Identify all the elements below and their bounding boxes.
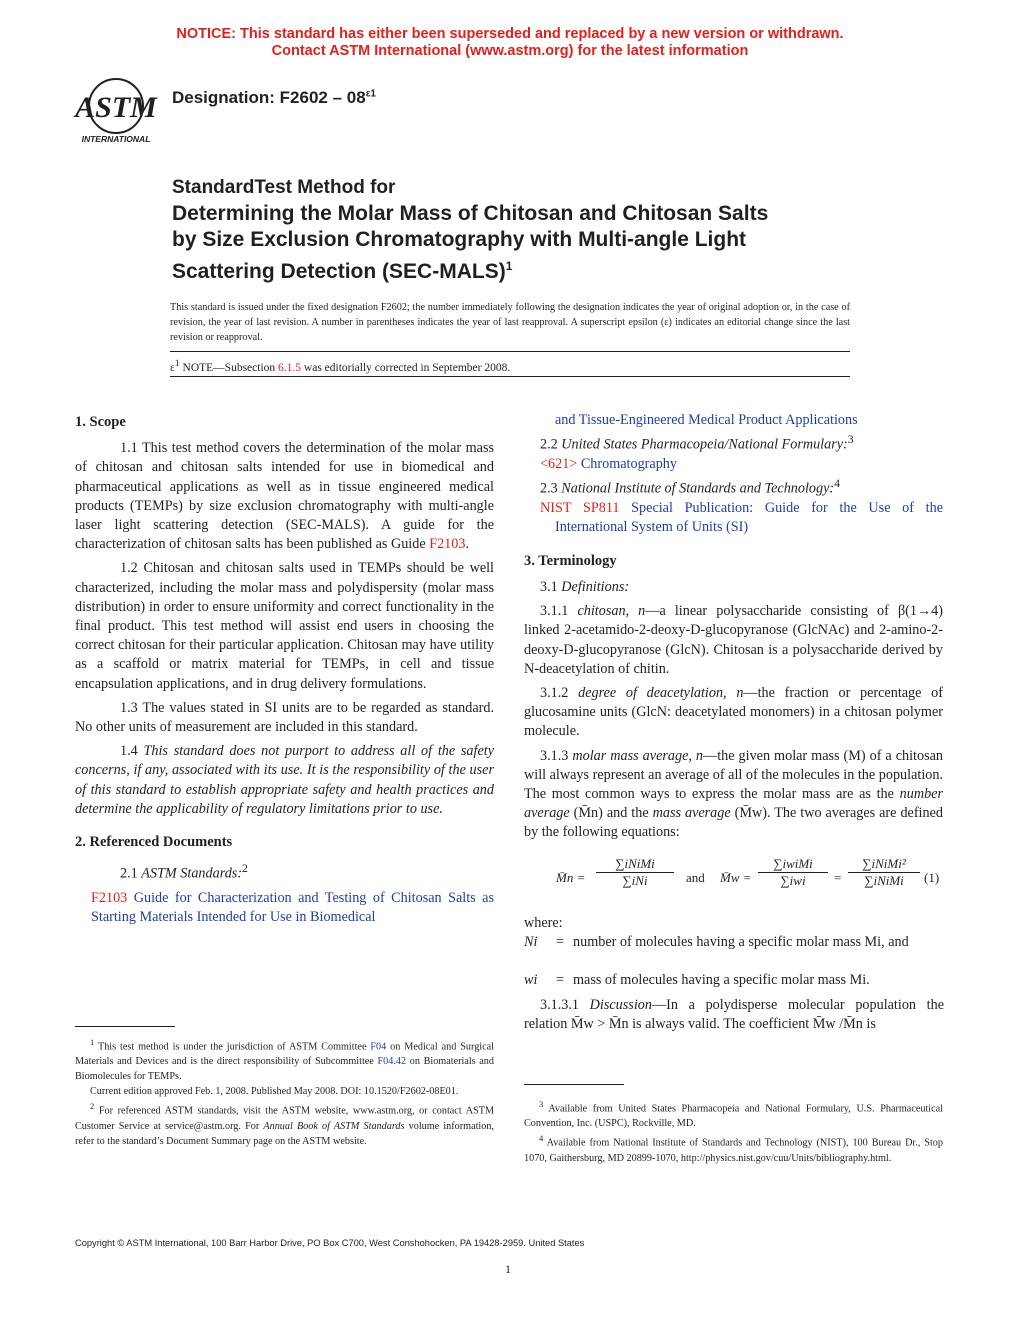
divider — [170, 376, 850, 377]
paragraph-italic: This standard does not purport to address all of the safety concerns, if any, associated with its use. It is the responsibility of the user of this standard to establish appropriate safety and health practices and determine the applicability of regulatory limitations prior to use. — [75, 743, 494, 817]
left-column — [75, 403, 494, 928]
footnote-divider — [75, 1026, 175, 1027]
footnote-number: 2 — [90, 1101, 95, 1112]
eq-mn: M̄n = — [556, 870, 586, 885]
section-heading-terminology: 3. Terminology — [524, 552, 617, 569]
footnote-text: Available from National Institute of Standards and Technology (NIST), 100 Bureau Dr., Stop 1070, Gaithersburg, MD 20899-1070, http://physics.nist.gov/cuu/Units/bibliography.html. — [524, 1137, 943, 1164]
definition-text: —In a polydisperse molecular population the relation M̄w > M̄n is always valid. The coefficient M̄w /M̄n is — [524, 997, 944, 1033]
reference-title[interactable]: Guide for Characterization and Testing of Chitosan Salts as Starting Materials Intended for Use in Biomedical — [91, 890, 494, 926]
variable-ni — [524, 933, 944, 971]
eq-fraction-2 — [758, 856, 828, 889]
variable-symbol: Ni — [524, 934, 538, 951]
definition-deacetylation — [524, 684, 943, 742]
divider — [170, 351, 850, 352]
definition-italic: number average — [524, 785, 943, 822]
subsection-number: 3.1 — [540, 578, 562, 595]
footnote-text: on Biomaterials and Biomolecules for TEMPs. — [75, 1056, 494, 1083]
footnote-italic: Annual Book of ASTM Standards — [263, 1120, 405, 1132]
symbol-mn: (M̄n) — [569, 805, 603, 822]
eq-numerator: ∑iwiMi — [758, 856, 828, 873]
footnote-text: This test method is under the jurisdiction of ASTM Committee — [94, 1041, 371, 1053]
reference-nist — [524, 499, 943, 537]
link-f04[interactable]: F04 — [370, 1041, 387, 1053]
definition-text: . The two averages are defined by the following equations: — [524, 805, 943, 841]
definition-text: —a linear polysaccharide consisting of β(1→4) linked 2-acetamido-2-deoxy-D-glucopyranose (GlcNAc) and 2-amino-2-deoxy-D-glucopyranose (GlcN). Chitosan is a polysaccharide derived by N-deacetylation of chitin. — [524, 603, 944, 677]
reference-f2103-cont[interactable]: and Tissue-Engineered Medical Product Applications — [555, 412, 858, 428]
title-line-1: StandardTest Method for — [172, 177, 396, 198]
note-text: NOTE—Subsection — [179, 361, 279, 374]
eq-fraction-3 — [848, 856, 920, 889]
footnote-1 — [75, 1035, 494, 1084]
subsection-number: 2.2 — [540, 436, 562, 453]
variable-equals: = — [556, 972, 565, 989]
definition-molar-mass — [524, 747, 943, 843]
note-sup: 1 — [174, 358, 180, 369]
variable-description: number of molecules having a specific molar mass Mi, and — [573, 934, 909, 951]
subsection-title: Definitions: — [561, 578, 630, 595]
footnote-4 — [524, 1131, 943, 1165]
logo-text: ASTM — [75, 91, 157, 124]
reference-title[interactable]: Chromatography — [577, 456, 677, 473]
definition-chitosan — [524, 602, 943, 679]
reference-title[interactable]: Special Publication: Guide for the Use of the International System of Units (SI) — [555, 500, 943, 536]
subsection-2-2 — [524, 430, 943, 455]
note-text-end: was editorially corrected in September 2008. — [301, 361, 511, 374]
notice-line-1: NOTICE: This standard has either been superseded and replaced by a new version or withdrawn. — [176, 26, 844, 42]
paragraph-1-4 — [75, 742, 494, 819]
subsection-number: 2.3 — [540, 481, 562, 498]
paragraph-text: . — [465, 536, 469, 553]
note-link[interactable]: 6.1.5 — [278, 361, 302, 374]
symbol-mw: (M̄w) — [730, 805, 767, 822]
link-f04-42[interactable]: F04.42 — [377, 1056, 407, 1068]
footnote-number: 1 — [90, 1037, 95, 1047]
subsection-title: National Institute of Standards and Technology: — [561, 481, 835, 498]
eq-denominator: ∑iNiMi — [864, 873, 904, 888]
eq-denominator: ∑iNi — [622, 873, 648, 888]
where-label: where: — [524, 915, 563, 931]
logo-subtext: INTERNATIONAL — [81, 134, 151, 144]
paragraph-1-3: 1.3 The values stated in SI units are to be regarded as standard. No other units of measurement are included in this standard. — [75, 699, 494, 736]
title-line-3: by Size Exclusion Chromatography with Multi-angle Light — [172, 228, 747, 251]
subsection-number: 2.1 — [120, 866, 142, 882]
eq-numerator: ∑iNiMi² — [848, 856, 920, 873]
title-line-2: Determining the Molar Mass of Chitosan and Chitosan Salts — [172, 202, 769, 225]
variable-list — [524, 914, 944, 1035]
right-column — [524, 411, 943, 848]
note-epsilon: ε — [170, 361, 175, 374]
discussion-3-1-3-1 — [524, 996, 944, 1034]
designation — [172, 88, 376, 108]
paragraph-number: 1.4 — [120, 743, 144, 760]
eq-and: and — [686, 870, 705, 885]
reference-code[interactable]: NIST SP811 — [540, 500, 620, 517]
astm-logo — [70, 76, 162, 148]
eq-denominator: ∑iwi — [780, 873, 806, 888]
subsection-title: ASTM Standards: — [141, 866, 243, 882]
section-heading-referenced: 2. Referenced Documents — [75, 834, 233, 851]
equation-1 — [556, 850, 946, 910]
footnote-text: For referenced ASTM standards, visit the ASTM website, www.astm.org, or contact ASTM Customer Service at service@astm.org. For — [75, 1105, 494, 1132]
footnote-2 — [75, 1099, 494, 1148]
designation-label: Designation: F2602 – 08 — [172, 88, 366, 107]
variable-description: mass of molecules having a specific molar mass Mi. — [573, 972, 870, 989]
editorial-note — [170, 356, 850, 376]
definition-term: chitosan, n — [577, 603, 646, 620]
footnote-number: 3 — [539, 1099, 544, 1109]
definition-number: 3.1.3 — [540, 747, 573, 764]
eq-equals: = — [834, 870, 842, 885]
footnote-text: volume information, refer to the standard’s Document Summary page on the ASTM website. — [75, 1120, 494, 1147]
eq-number: (1) — [924, 870, 940, 885]
eq-fraction-1 — [596, 856, 674, 889]
subsection-title: United States Pharmacopeia/National Formulary: — [561, 436, 848, 453]
section-heading-scope: 1. Scope — [75, 414, 126, 430]
footnote-ref: 4 — [834, 476, 841, 491]
footnote-divider — [524, 1084, 624, 1085]
paragraph-1-2: 1.2 Chitosan and chitosan salts used in TEMPs should be well characterized, including the molar mass and polydispersity (molar mass distribution) in order to ensure uniformity and correct functionality in the final product. This test method will assist end users in choosing the correct chitosan for their particular application. Chitosan may have utility as a scaffold or matrix material for TEMPs, in cell and tissue encapsulation applications, and in drug delivery formulations. — [75, 560, 494, 692]
definition-text: —the fraction or percentage of glucosamine units (GlcN: deacetylated monomers) in a chitosan polymer molecule. — [524, 684, 943, 740]
definition-term: molar mass average, n — [572, 747, 704, 764]
definition-text: and the — [602, 805, 653, 822]
definition-italic: mass average — [652, 805, 731, 822]
title-sup: 1 — [505, 259, 513, 273]
definition-term: Discussion — [589, 997, 652, 1014]
footnote-ref: 3 — [847, 432, 854, 447]
paragraph-1-1 — [75, 439, 494, 554]
definition-number: 3.1.1 — [540, 603, 578, 620]
notice-line-2: Contact ASTM International (www.astm.org) for the latest information — [271, 43, 749, 59]
definition-number: 3.1.3.1 — [540, 997, 590, 1014]
designation-sup: ε1 — [365, 88, 376, 100]
subsection-2-1 — [75, 859, 494, 884]
definition-number: 3.1.2 — [540, 684, 579, 701]
reference-code[interactable]: F2103 — [91, 890, 128, 907]
variable-symbol: wi — [524, 972, 538, 989]
reference-f2103 — [75, 889, 494, 927]
definition-text: —the given molar mass (M) of a chitosan will always represent an average of all of the molecules in the population. The most common ways to express the molar mass are as the — [524, 747, 944, 802]
eq-numerator: ∑iNiMi — [596, 856, 674, 873]
link-f2103[interactable]: F2103 — [429, 536, 466, 553]
reference-621 — [524, 455, 943, 474]
footnote-3 — [524, 1097, 943, 1131]
footnote-text: Available from United States Pharmacopeia and National Formulary, U.S. Pharmaceutical Convention, Inc. (USPC), Rockville, MD. — [524, 1103, 943, 1130]
reference-code[interactable]: <621> — [540, 456, 578, 473]
footnote-1-edition: Current edition approved Feb. 1, 2008. Published May 2008. DOI: 10.1520/F2602-08E01. — [90, 1086, 459, 1098]
footnote-text: on Medical and Surgical Materials and Devices and is the direct responsibility of Subcommittee — [75, 1041, 494, 1068]
footnotes-right — [524, 1097, 943, 1166]
subsection-2-3 — [524, 474, 943, 499]
page-number: 1 — [505, 1262, 511, 1276]
paragraph-text: 1.1 This test method covers the determination of the molar mass of chitosan and chitosan salts intended for use in biomedical and pharmaceutical applications as well as in tissue engineered medical products (TEMPs) by size exclusion chromatography with multi-angle laser light scattering detection (SEC-MALS). A guide for the characterization of chitosan salts has been published as Guide — [75, 440, 494, 553]
eq-mw: M̄w = — [720, 870, 752, 885]
withdrawal-notice — [0, 26, 1020, 60]
footnote-number: 4 — [539, 1133, 544, 1144]
title-line-4: Scattering Detection (SEC-MALS) — [172, 260, 506, 283]
subsection-3-1 — [524, 578, 943, 597]
variable-wi — [524, 971, 944, 993]
variable-equals: = — [556, 934, 565, 951]
document-title — [172, 175, 932, 285]
footnote-ref: 2 — [242, 861, 248, 876]
issued-statement: This standard is issued under the fixed designation F2602; the number immediately following the designation indicates the year of original adoption or, in the case of revision, the year of last revision. A number in parentheses indicates the year of last reapproval. A superscript epsilon (ε) indicates an editorial change since the last revision or reapproval. — [170, 302, 850, 343]
footnotes-left — [75, 1035, 494, 1149]
copyright-footer: Copyright © ASTM International, 100 Barr Harbor Drive, PO Box C700, West Conshohocken, PA 19428-2959. United States — [75, 1238, 585, 1248]
definition-term: degree of deacetylation, n — [578, 684, 744, 701]
